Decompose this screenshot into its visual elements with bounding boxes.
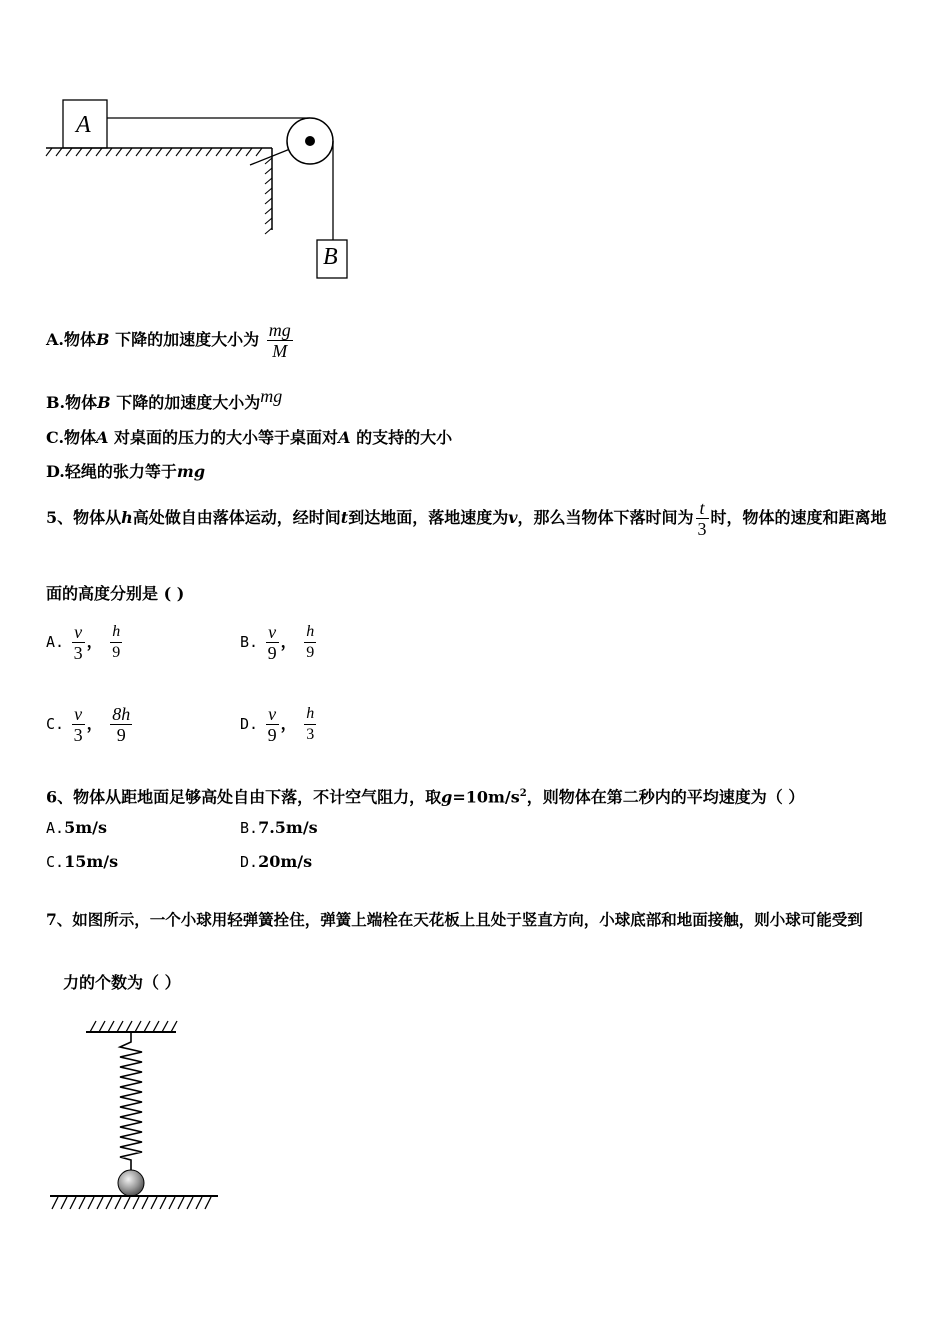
q6-option-b[interactable]: B.7.5m/s	[240, 818, 318, 837]
ground-hatch	[52, 1197, 211, 1209]
q5-option-d[interactable]: D. $\frac{v}{9}$ ， $\frac{h}{3}$	[240, 704, 315, 745]
q5-stem-line1: 5、物体从h高处做自由落体运动，经时间t到达地面，落地速度为v，那么当物体下落时间为 $\frac{t}{3}$ 时，物体的速度和距离地	[46, 498, 887, 539]
q4-option-d[interactable]: D.轻绳的张力等于mg	[46, 462, 206, 481]
fraction-mg-over-m: $\frac{mg}{M}$	[268, 320, 291, 361]
option-label: A.	[46, 330, 64, 349]
block-b-label: B	[323, 244, 338, 270]
spring	[120, 1032, 142, 1170]
q7-stem-line2: 力的个数为（ ）	[63, 973, 181, 992]
q5-option-a[interactable]: A. $\frac{v}{3}$ ， $\frac{h}{9}$	[46, 622, 121, 663]
q6-option-d[interactable]: D.20m/s	[240, 852, 313, 871]
q5-option-c[interactable]: C. $\frac{v}{3}$ ， $\frac{8h}{9}$	[46, 704, 131, 745]
q5-option-b[interactable]: B. $\frac{v}{9}$ ， $\frac{h}{9}$	[240, 622, 315, 663]
ceiling-hatch	[90, 1021, 177, 1032]
q4-option-c[interactable]: C.物体A 对桌面的压力的大小等于桌面对A 的支持的大小	[46, 428, 453, 447]
q6-option-c[interactable]: C.15m/s	[46, 852, 119, 871]
q4-option-a[interactable]: A.物体B 下降的加速度大小为 $\frac{mg}{M}$	[46, 320, 291, 361]
q4-option-b[interactable]: B.物体B 下降的加速度大小为mg	[46, 386, 283, 412]
block-a-label: A	[76, 112, 91, 138]
q5-stem-line2: 面的高度分别是 ( )	[46, 584, 185, 603]
q7-stem-line1: 7、如图所示，一个小球用轻弹簧拴住，弹簧上端栓在天花板上且处于竖直方向，小球底部和地面接触，则小球可能受到	[46, 910, 863, 929]
q6-option-a[interactable]: A.5m/s	[46, 818, 107, 837]
q6-stem: 6、物体从距地面足够高处自由下落，不计空气阻力，取$g=10m/s^2$，则物体在第二秒内的平均速度为（ ）	[46, 787, 805, 807]
ball	[118, 1170, 144, 1196]
fraction-t-over-3: $\frac{t}{3}$	[697, 498, 707, 539]
